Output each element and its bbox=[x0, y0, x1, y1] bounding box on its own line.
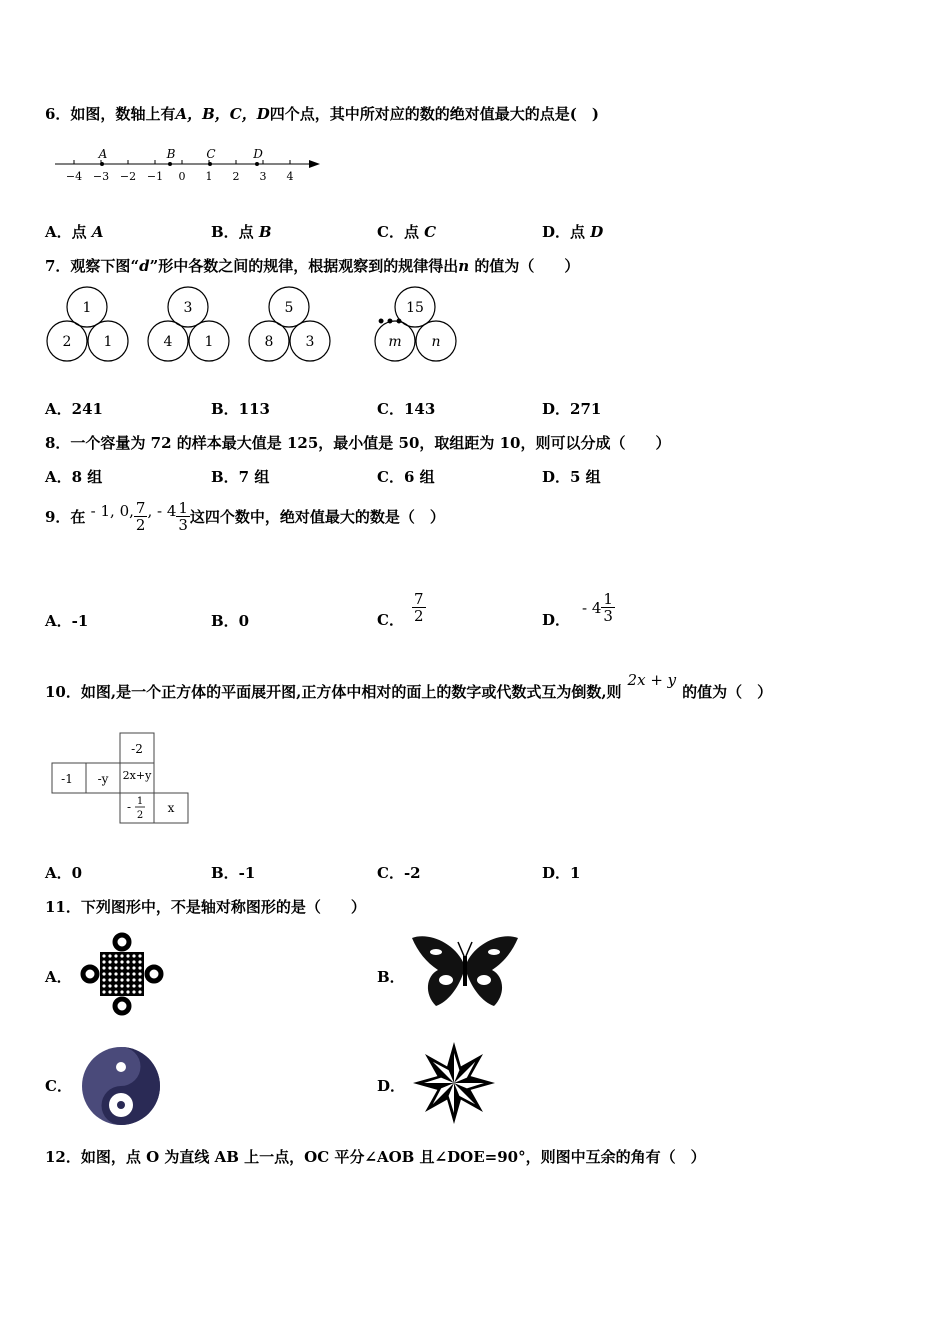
knot-pattern-dot bbox=[132, 960, 135, 963]
knot-pattern-dot bbox=[114, 966, 117, 969]
tick-label: 0 bbox=[178, 170, 186, 183]
cell-top: -2 bbox=[131, 742, 143, 756]
circle-left-value: 2 bbox=[62, 334, 72, 350]
knot-pattern-dot bbox=[114, 990, 117, 993]
knot-pattern-dot bbox=[120, 960, 123, 963]
q11-option-c[interactable]: C． bbox=[45, 1077, 72, 1095]
knot-pattern-dot bbox=[120, 972, 123, 975]
circle-top-value: 15 bbox=[406, 300, 424, 316]
knot-pattern-dot bbox=[108, 972, 111, 975]
point-label: D bbox=[253, 147, 263, 161]
knot-pattern-dot bbox=[132, 990, 135, 993]
knot-pattern-dot bbox=[138, 984, 141, 987]
knot-pattern-dot bbox=[126, 978, 129, 981]
q11-option-b[interactable]: B． bbox=[377, 968, 405, 986]
q8-option-d[interactable]: D．5 组 bbox=[542, 468, 601, 486]
knot-pattern-dot bbox=[132, 984, 135, 987]
q7-option-c[interactable]: C．143 bbox=[377, 400, 436, 418]
knot-pattern-dot bbox=[132, 972, 135, 975]
knot-pattern-dot bbox=[132, 954, 135, 957]
q8-option-c[interactable]: C．6 组 bbox=[377, 468, 435, 486]
circle-right-value: n bbox=[431, 334, 441, 350]
cell-right: x bbox=[167, 801, 175, 815]
q10-option-c[interactable]: C．-2 bbox=[377, 864, 421, 882]
point-dot bbox=[208, 162, 212, 166]
point-label: C bbox=[206, 147, 216, 161]
knot-pattern-dot bbox=[102, 984, 105, 987]
knot-pattern-dot bbox=[138, 972, 141, 975]
q6-option-a[interactable]: A．点 A bbox=[45, 223, 104, 241]
q10-option-b[interactable]: B．-1 bbox=[211, 864, 256, 882]
circle-left-value: 4 bbox=[163, 334, 173, 350]
knot-pattern-dot bbox=[120, 978, 123, 981]
tick-label: −1 bbox=[146, 170, 164, 183]
q7-stem: 7．观察下图“d”形中各数之间的规律，根据观察到的规律得出n 的值为（ ） bbox=[45, 257, 580, 275]
circle-top-value: 1 bbox=[82, 300, 92, 316]
q11-stem: 11．下列图形中，不是轴对称图形的是（ ） bbox=[45, 898, 366, 916]
knot-pattern-dot bbox=[114, 984, 117, 987]
tick-label: −3 bbox=[92, 170, 110, 183]
knot-pattern-dot bbox=[120, 966, 123, 969]
q7-option-b[interactable]: B．113 bbox=[211, 400, 270, 418]
tick-label: 4 bbox=[286, 170, 294, 183]
d-shape-figure bbox=[40, 282, 470, 370]
knot-pattern-dot bbox=[108, 990, 111, 993]
q9-option-c[interactable]: C． $\frac{7}{2}$ bbox=[377, 590, 424, 629]
q7-option-d[interactable]: D．271 bbox=[542, 400, 602, 418]
knot-pattern-dot bbox=[108, 978, 111, 981]
q6-option-c[interactable]: C．点 C bbox=[377, 223, 437, 241]
knot-pattern-dot bbox=[126, 954, 129, 957]
q7-option-a[interactable]: A．241 bbox=[45, 400, 103, 418]
q10-option-a[interactable]: A．0 bbox=[45, 864, 83, 882]
tick-label: 2 bbox=[232, 170, 240, 183]
knot-pattern-dot bbox=[102, 990, 105, 993]
cube-net bbox=[50, 730, 195, 826]
q9-option-d[interactable]: D．- 4 $\frac{1}{3}$ bbox=[542, 590, 613, 629]
knot-pattern-dot bbox=[108, 960, 111, 963]
point-dot bbox=[168, 162, 172, 166]
knot-pattern-dot bbox=[126, 984, 129, 987]
q8-option-a[interactable]: A．8 组 bbox=[45, 468, 103, 486]
q11-option-a[interactable]: A． bbox=[45, 968, 72, 986]
tick-label: −2 bbox=[119, 170, 137, 183]
knot-pattern-dot bbox=[108, 954, 111, 957]
knot-pattern-dot bbox=[120, 954, 123, 957]
knot-pattern-dot bbox=[132, 978, 135, 981]
q12-stem: 12．如图，点 O 为直线 AB 上一点，OC 平分∠AOB 且∠DOE=90°，则图中互余的角有（ ） bbox=[45, 1148, 706, 1166]
knot-pattern-dot bbox=[114, 960, 117, 963]
knot-pattern-dot bbox=[108, 984, 111, 987]
ellipsis: ••• bbox=[376, 314, 404, 330]
q6-option-b[interactable]: B．点 B bbox=[211, 223, 272, 241]
q9-stem: 9．在 - 1, 0, $\frac{7}{2}$ , - 4 $\frac{1}{3}$ 这四个数中，绝对值最大的数是（ ） bbox=[45, 499, 445, 534]
q11-option-d[interactable]: D． bbox=[377, 1077, 406, 1095]
q10-expression: 2x + y bbox=[627, 671, 677, 689]
cell-bottom-num: 1 bbox=[136, 796, 144, 807]
cell-bottom-den: 2 bbox=[136, 810, 144, 821]
knot-pattern-dot bbox=[102, 972, 105, 975]
point-dot bbox=[255, 162, 259, 166]
circle-left-value: m bbox=[388, 334, 402, 350]
star-icon bbox=[411, 1040, 497, 1126]
q6-stem: 6．如图，数轴上有A，B，C，D四个点，其中所对应的数的绝对值最大的点是( ) bbox=[45, 105, 599, 123]
point-label: A bbox=[98, 147, 108, 161]
circle-right-value: 3 bbox=[305, 334, 315, 350]
q10-stem: 10．如图,是一个正方体的平面展开图,正方体中相对的面上的数字或代数式互为倒数,则2x + y的值为（ ） bbox=[45, 671, 773, 701]
chinese-knot-icon bbox=[80, 932, 164, 1016]
circle-left-value: 8 bbox=[264, 334, 274, 350]
knot-pattern-dot bbox=[102, 954, 105, 957]
knot-pattern-dot bbox=[102, 978, 105, 981]
point-label: B bbox=[166, 147, 176, 161]
knot-pattern-dot bbox=[138, 954, 141, 957]
q6-option-d[interactable]: D．点 D bbox=[542, 223, 604, 241]
tick-label: 3 bbox=[259, 170, 267, 183]
knot-pattern-dot bbox=[126, 960, 129, 963]
knot-pattern-dot bbox=[114, 972, 117, 975]
knot-pattern-dot bbox=[120, 990, 123, 993]
circle-right-value: 1 bbox=[103, 334, 113, 350]
yin-yang-icon bbox=[80, 1045, 162, 1127]
q9-option-b[interactable]: B．0 bbox=[211, 612, 250, 630]
point-dot bbox=[100, 162, 104, 166]
knot-pattern-dot bbox=[138, 960, 141, 963]
number-line bbox=[50, 145, 330, 187]
cell-left1: -1 bbox=[61, 772, 73, 786]
circle-right-value: 1 bbox=[204, 334, 214, 350]
knot-pattern-dot bbox=[114, 954, 117, 957]
cell-left2: -y bbox=[97, 772, 109, 786]
cell-bottom-sign: - bbox=[126, 800, 132, 814]
knot-pattern-dot bbox=[138, 978, 141, 981]
knot-pattern-dot bbox=[102, 960, 105, 963]
knot-pattern-dot bbox=[102, 966, 105, 969]
tick-label: −4 bbox=[65, 170, 83, 183]
knot-pattern-dot bbox=[114, 978, 117, 981]
knot-pattern-dot bbox=[126, 966, 129, 969]
knot-pattern-dot bbox=[126, 990, 129, 993]
q9-option-a[interactable]: A．-1 bbox=[45, 612, 89, 630]
knot-pattern-dot bbox=[138, 966, 141, 969]
circle-top-value: 5 bbox=[284, 300, 294, 316]
cell-center: 2x+y bbox=[122, 769, 152, 782]
tick-label: 1 bbox=[205, 170, 213, 183]
q8-option-b[interactable]: B．7 组 bbox=[211, 468, 270, 486]
knot-pattern-dot bbox=[120, 984, 123, 987]
q10-option-d[interactable]: D．1 bbox=[542, 864, 581, 882]
knot-pattern-dot bbox=[126, 972, 129, 975]
knot-pattern-dot bbox=[132, 966, 135, 969]
knot-pattern-dot bbox=[108, 966, 111, 969]
knot-pattern-dot bbox=[138, 990, 141, 993]
circle-top-value: 3 bbox=[183, 300, 193, 316]
butterfly-icon bbox=[408, 932, 522, 1012]
q8-stem: 8．一个容量为 72 的样本最大值是 125，最小值是 50，取组距为 10，则可以分成（ ） bbox=[45, 434, 671, 452]
